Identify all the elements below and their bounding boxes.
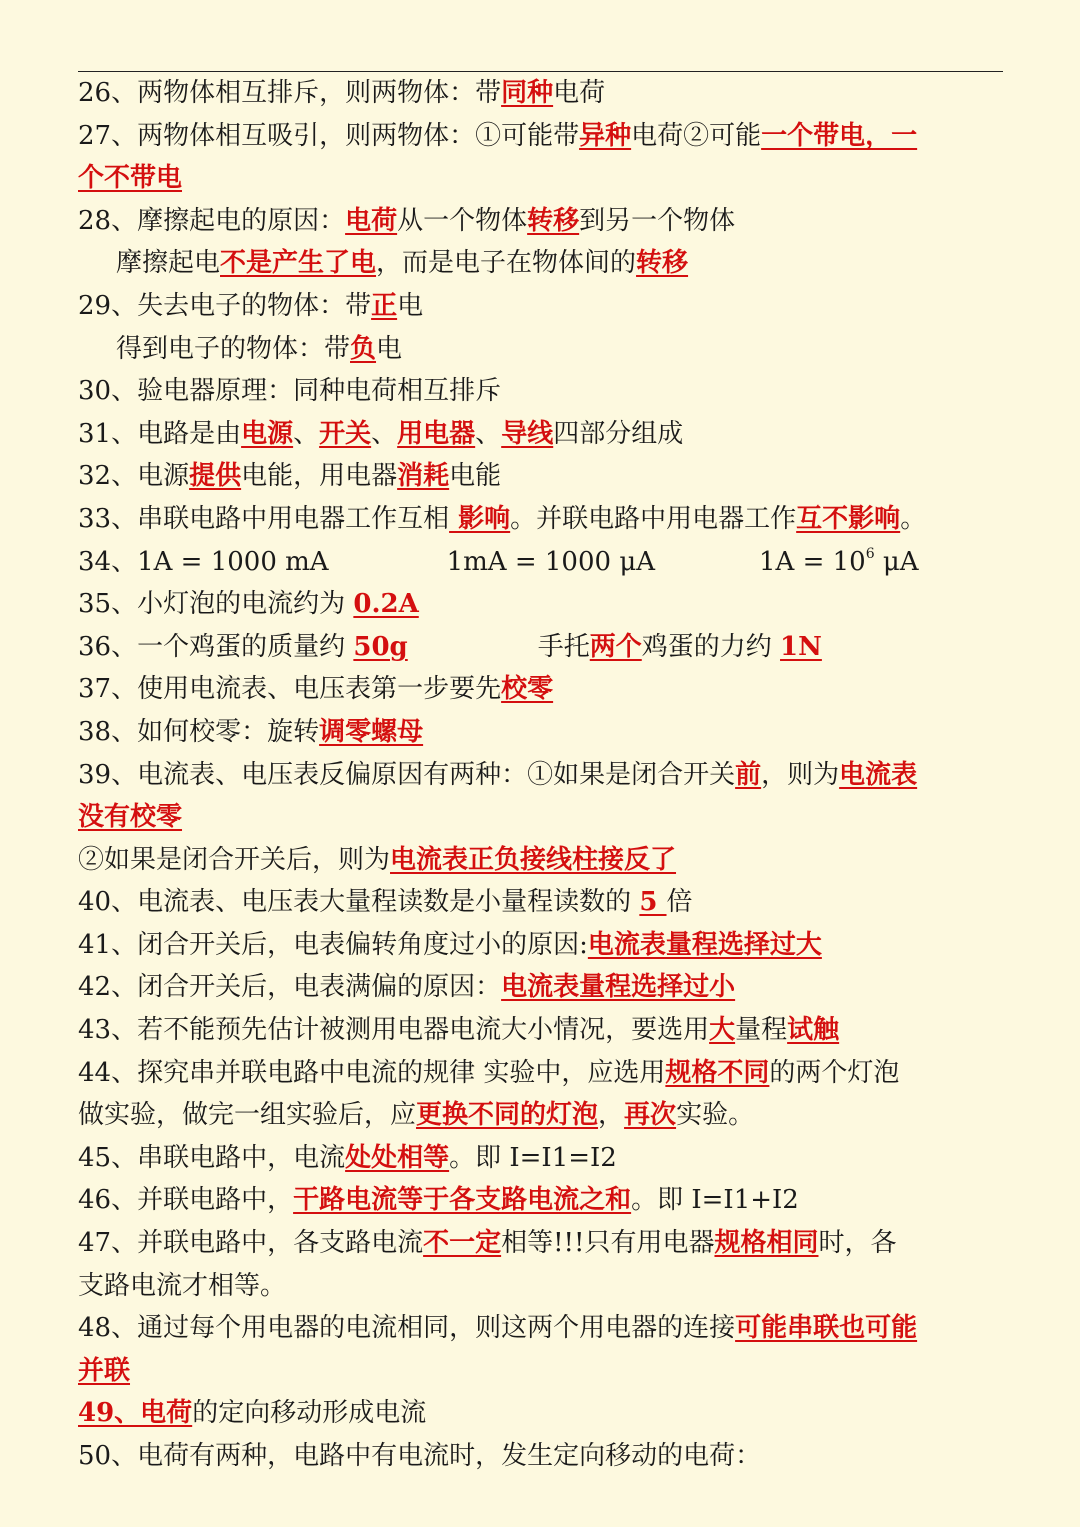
- item-47: 47、并联电路中，各支路电流不一定相等!!!只有用电器规格相同时，各: [78, 1228, 897, 1259]
- item-44: 44、探究串并联电路中电流的规律 实验中，应选用规格不同的两个灯泡: [78, 1057, 900, 1088]
- item-31: 31、电路是由电源、开关、用电器、导线四部分组成: [78, 418, 684, 449]
- item-39-cont: 没有校零: [78, 802, 183, 833]
- item-28: 28、摩擦起电的原因：电荷从一个物体转移到另一个物体: [78, 205, 736, 236]
- item-48-cont: 并联: [78, 1355, 131, 1386]
- item-43: 43、若不能预先估计被测用电器电流大小情况，要选用大量程试触: [78, 1015, 840, 1046]
- item-49: 49、电荷的定向移动形成电流: [78, 1398, 427, 1429]
- item-28-sub: 摩擦起电不是产生了电，而是电子在物体间的转移: [116, 248, 689, 279]
- item-41: 41、闭合开关后，电表偏转角度过小的原因:电流表量程选择过大: [78, 929, 822, 960]
- item-38: 38、如何校零：旋转调零螺母: [78, 716, 424, 747]
- item-26: 26、两物体相互排斥，则两物体：带同种电荷: [78, 78, 606, 108]
- item-45: 45、串联电路中，电流处处相等。即 I=I1=I2: [78, 1142, 617, 1173]
- item-30: 30、验电器原理：同种电荷相互排斥: [78, 376, 502, 407]
- item-34: 34、1A = 1000 mA 1mA = 1000 μA $1A = 10^6$ μA: [78, 545, 919, 577]
- item-39: 39、电流表、电压表反偏原因有两种：①如果是闭合开关前，则为电流表: [78, 759, 918, 790]
- item-27: 27、两物体相互吸引，则两物体：①可能带异种电荷②可能一个带电，一: [78, 120, 918, 151]
- item-48: 48、通过每个用电器的电流相同，则这两个用电器的连接可能串联也可能: [78, 1313, 918, 1344]
- item-42: 42、闭合开关后，电表满偏的原因：电流表量程选择过小: [78, 972, 736, 1003]
- item-44-cont: 做实验，做完一组实验后，应更换不同的灯泡，再次实验。: [78, 1100, 755, 1131]
- item-27-cont: 个不带电: [78, 163, 183, 194]
- item-47-cont: 支路电流才相等。: [78, 1270, 287, 1301]
- item-50: 50、电荷有两种，电路中有电流时，发生定向移动的电荷：: [78, 1441, 762, 1471]
- item-35: 35、小灯泡的电流约为 0.2A: [78, 589, 419, 620]
- item-46: 46、并联电路中，干路电流等于各支路电流之和。即 I=I1+I2: [78, 1185, 799, 1216]
- item-40: 40、电流表、电压表大量程读数是小量程读数的 5 倍: [78, 887, 693, 918]
- item-29: 29、失去电子的物体：带正电: [78, 290, 424, 321]
- notes-content: [78, 72, 1008, 1478]
- item-37: 37、使用电流表、电压表第一步要先校零: [78, 674, 554, 705]
- item-32: 32、电源提供电能，用电器消耗电能: [78, 461, 502, 492]
- item-29-sub: 得到电子的物体：带负电: [116, 333, 403, 364]
- item-39-sub: ②如果是闭合开关后，则为电流表正负接线柱接反了: [78, 844, 677, 875]
- item-36: 36、一个鸡蛋的质量约 50g 手托两个鸡蛋的力约 1N: [78, 631, 822, 662]
- item-33: 33、串联电路中用电器工作互相 影响。并联电路中用电器工作互不影响。: [78, 503, 927, 534]
